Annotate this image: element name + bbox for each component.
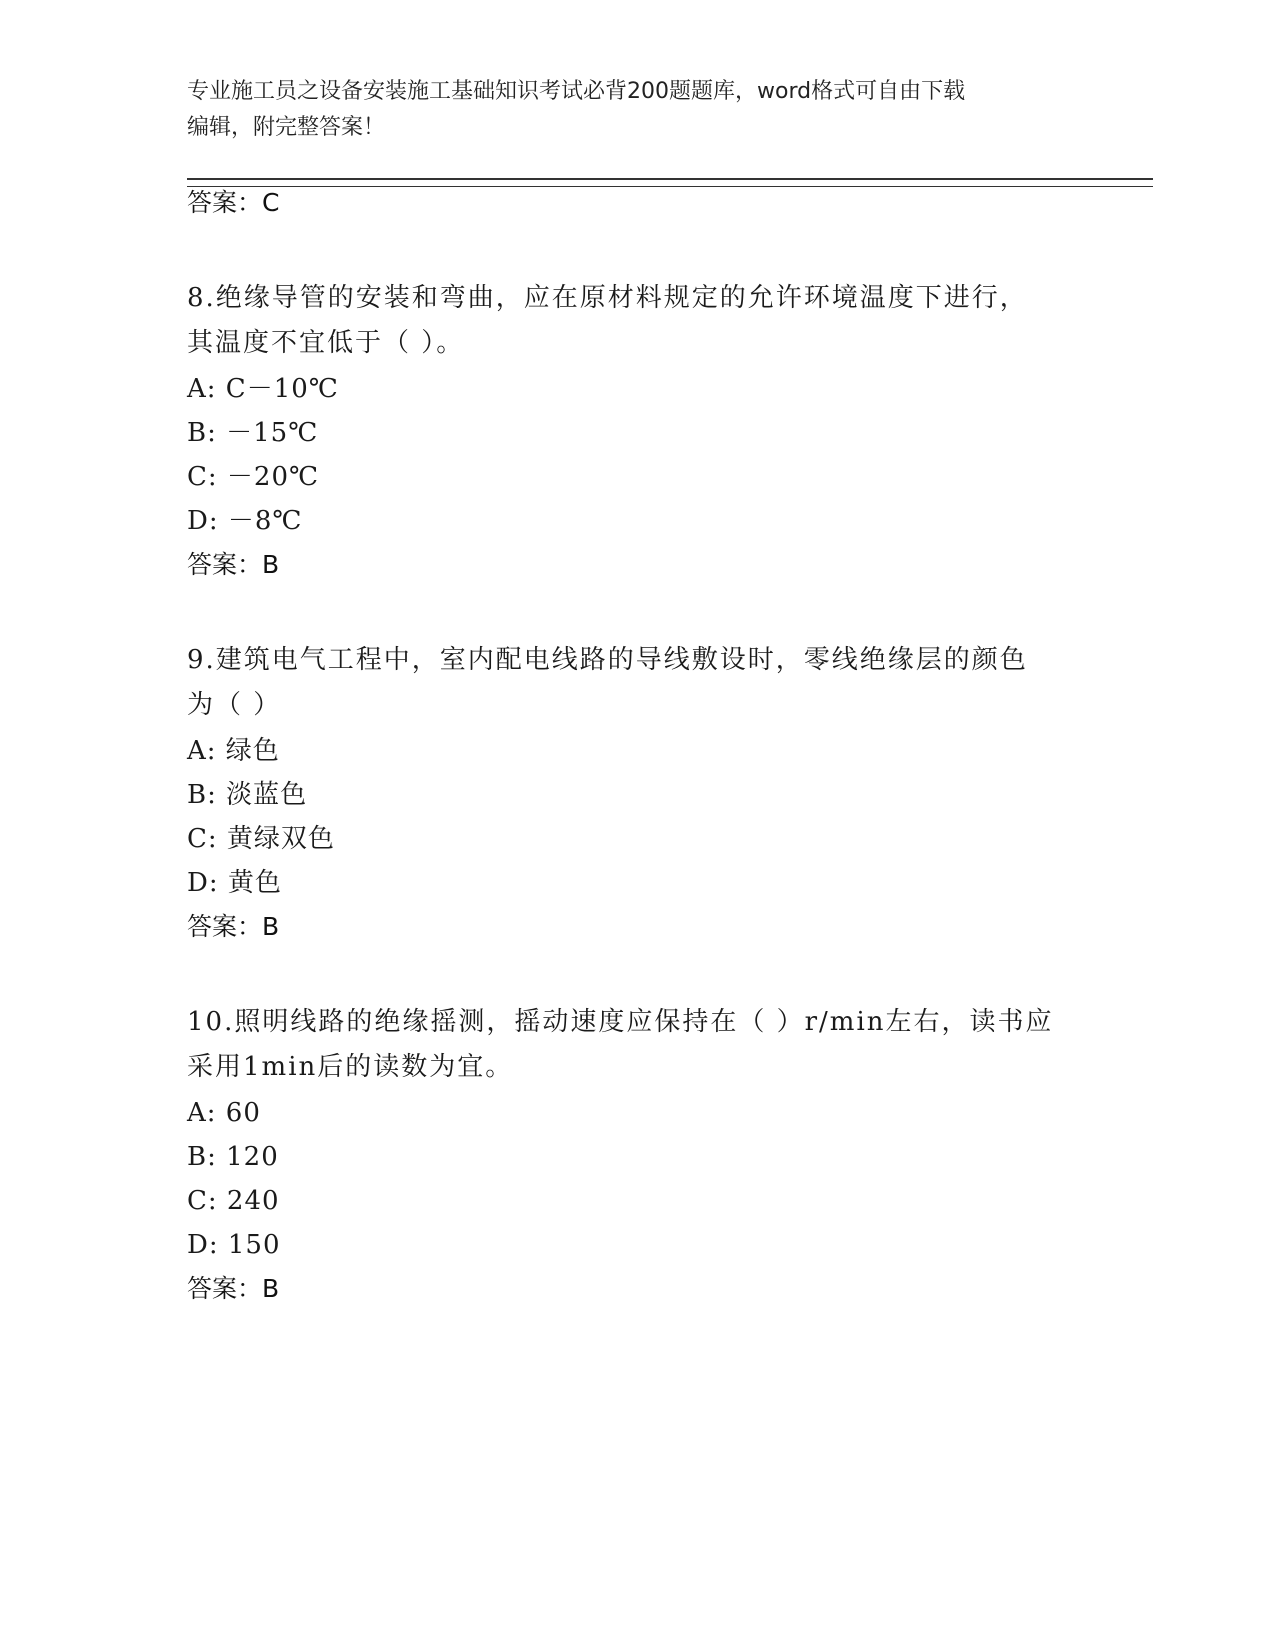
question-10-option-a: A: 60 bbox=[187, 1098, 261, 1128]
previous-answer: 答案：C bbox=[187, 188, 280, 217]
question-8-stem-line-1: 8.绝缘导管的安装和弯曲，应在原材料规定的允许环境温度下进行， bbox=[187, 283, 1028, 313]
header-title-line-1: 专业施工员之设备安装施工基础知识考试必背200题题库，word格式可自由下载 bbox=[187, 79, 966, 104]
question-8-stem bbox=[187, 276, 1087, 366]
question-9-stem-line-2: 为（ ） bbox=[187, 690, 282, 720]
question-10-stem-line-1: 10.照明线路的绝缘摇测，摇动速度应保持在（ ）r/min左右，读书应 bbox=[187, 1007, 1054, 1037]
question-8-option-d: D: －8℃ bbox=[187, 506, 303, 536]
question-10-answer: 答案：B bbox=[187, 1274, 280, 1303]
question-8-stem-line-2: 其温度不宜低于（ ）。 bbox=[187, 328, 465, 358]
question-8-option-a: A: C－10℃ bbox=[187, 374, 339, 404]
question-10-option-d: D: 150 bbox=[187, 1230, 281, 1260]
question-9-option-c: C: 黄绿双色 bbox=[187, 824, 335, 854]
header-title-line-2: 编辑，附完整答案！ bbox=[187, 115, 386, 140]
question-10-option-c: C: 240 bbox=[187, 1186, 280, 1216]
document-header bbox=[187, 74, 1087, 146]
question-9-option-b: B: 淡蓝色 bbox=[187, 780, 308, 810]
question-8-answer: 答案：B bbox=[187, 550, 280, 579]
question-8-option-b: B: －15℃ bbox=[187, 418, 319, 448]
question-9-option-d: D: 黄色 bbox=[187, 868, 282, 898]
question-10-stem-line-2: 采用1min后的读数为宜。 bbox=[187, 1052, 514, 1082]
question-9-stem-line-1: 9.建筑电气工程中，室内配电线路的导线敷设时，零线绝缘层的颜色 bbox=[187, 645, 1028, 675]
question-9-answer: 答案：B bbox=[187, 912, 280, 941]
header-divider bbox=[187, 178, 1153, 187]
question-10-option-b: B: 120 bbox=[187, 1142, 279, 1172]
question-9-stem bbox=[187, 638, 1087, 728]
question-8-option-c: C: －20℃ bbox=[187, 462, 320, 492]
question-10-stem bbox=[187, 1000, 1087, 1090]
question-9-option-a: A: 绿色 bbox=[187, 736, 280, 766]
